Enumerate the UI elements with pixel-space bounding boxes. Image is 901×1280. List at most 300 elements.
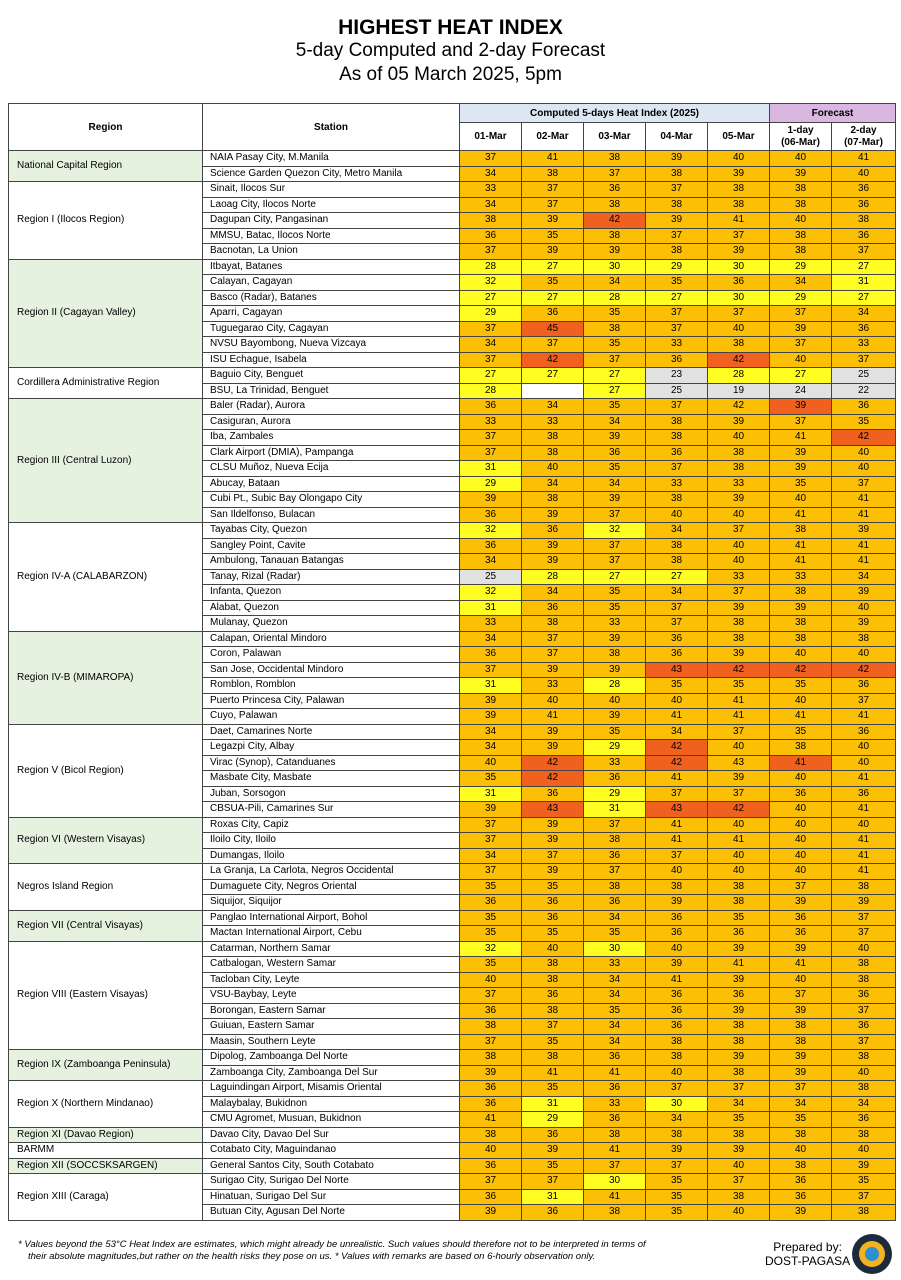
forecast-cell: 39 — [770, 166, 832, 182]
forecast-cell: 40 — [770, 151, 832, 167]
heat-index-cell: 35 — [522, 1158, 584, 1174]
heat-index-cell: 36 — [584, 1050, 646, 1066]
station-cell: Sinait, Ilocos Sur — [203, 182, 460, 198]
heat-index-cell: 38 — [646, 166, 708, 182]
heat-index-cell: 37 — [522, 1019, 584, 1035]
heat-index-cell: 33 — [522, 414, 584, 430]
forecast-cell: 37 — [832, 1034, 896, 1050]
heat-index-cell: 36 — [460, 1158, 522, 1174]
heat-index-cell: 34 — [460, 554, 522, 570]
heat-index-cell: 36 — [584, 771, 646, 787]
station-cell: Hinatuan, Surigao Del Sur — [203, 1189, 460, 1205]
heat-index-cell: 35 — [584, 306, 646, 322]
heat-index-cell: 36 — [646, 926, 708, 942]
heat-index-cell: 40 — [646, 507, 708, 523]
heat-index-cell: 40 — [522, 693, 584, 709]
pagasa-logo-icon — [852, 1234, 892, 1274]
station-cell: Masbate City, Masbate — [203, 771, 460, 787]
forecast-cell: 34 — [770, 275, 832, 291]
forecast-cell: 37 — [832, 1003, 896, 1019]
heat-index-cell: 35 — [646, 1205, 708, 1221]
heat-index-cell: 31 — [460, 461, 522, 477]
footnote-line: * Values beyond the 53°C Heat Index are estimates, which might already be unrealistic. Such values should therefore not to be interpreted in terms of — [18, 1239, 646, 1250]
heat-index-cell: 37 — [584, 352, 646, 368]
forecast-cell: 27 — [832, 290, 896, 306]
heat-index-cell: 40 — [708, 538, 770, 554]
heat-index-cell: 33 — [584, 1096, 646, 1112]
heat-index-cell: 40 — [708, 321, 770, 337]
forecast-cell: 35 — [770, 678, 832, 694]
heat-index-cell: 37 — [460, 151, 522, 167]
heat-index-cell: 35 — [522, 926, 584, 942]
forecast-day2-date: (07-Mar) — [844, 136, 883, 148]
table-row — [9, 1050, 896, 1066]
forecast-cell: 37 — [832, 244, 896, 260]
heat-index-cell: 36 — [460, 399, 522, 415]
heat-index-cell: 36 — [522, 1127, 584, 1143]
forecast-cell: 42 — [770, 662, 832, 678]
heat-index-cell: 35 — [584, 585, 646, 601]
heat-index-cell: 38 — [708, 182, 770, 198]
forecast-cell: 29 — [770, 259, 832, 275]
heat-index-cell: 45 — [522, 321, 584, 337]
forecast-cell: 40 — [832, 740, 896, 756]
heat-index-cell: 42 — [522, 352, 584, 368]
date-header: 03-Mar — [584, 123, 646, 151]
forecast-cell: 38 — [832, 213, 896, 229]
forecast-cell: 41 — [770, 755, 832, 771]
heat-index-cell: 37 — [584, 554, 646, 570]
heat-index-cell: 34 — [460, 166, 522, 182]
heat-index-cell: 39 — [522, 817, 584, 833]
forecast-cell: 40 — [770, 213, 832, 229]
station-cell: Ambulong, Tanauan Batangas — [203, 554, 460, 570]
heat-index-cell: 36 — [646, 352, 708, 368]
forecast-cell: 33 — [770, 569, 832, 585]
heat-index-cell: 38 — [646, 1050, 708, 1066]
heat-index-cell: 37 — [584, 538, 646, 554]
forecast-cell: 41 — [770, 709, 832, 725]
forecast-cell: 27 — [832, 259, 896, 275]
heat-index-cell: 28 — [522, 569, 584, 585]
heat-index-cell: 38 — [584, 879, 646, 895]
heat-index-cell: 33 — [646, 476, 708, 492]
heat-index-cell: 27 — [584, 569, 646, 585]
heat-index-cell: 38 — [584, 228, 646, 244]
heat-index-cell: 33 — [708, 476, 770, 492]
heat-index-cell: 42 — [708, 399, 770, 415]
heat-index-cell: 39 — [522, 740, 584, 756]
heat-index-cell: 37 — [646, 616, 708, 632]
heat-index-cell: 38 — [460, 1127, 522, 1143]
heat-index-cell: 38 — [708, 197, 770, 213]
heat-index-cell: 33 — [646, 337, 708, 353]
heat-index-cell: 33 — [708, 569, 770, 585]
heat-index-cell: 38 — [708, 1127, 770, 1143]
heat-index-cell: 36 — [460, 1189, 522, 1205]
heat-index-cell: 37 — [708, 228, 770, 244]
forecast-cell: 37 — [832, 352, 896, 368]
forecast-day1-header — [770, 123, 832, 151]
forecast-cell: 37 — [770, 879, 832, 895]
heat-index-cell: 34 — [460, 848, 522, 864]
forecast-cell: 41 — [832, 709, 896, 725]
forecast-cell: 39 — [770, 399, 832, 415]
station-cell: Cotabato City, Maguindanao — [203, 1143, 460, 1159]
forecast-cell: 37 — [770, 1081, 832, 1097]
forecast-cell: 40 — [832, 941, 896, 957]
heat-index-cell: 39 — [522, 833, 584, 849]
forecast-cell: 38 — [770, 585, 832, 601]
heat-index-cell: 38 — [646, 244, 708, 260]
heat-index-cell: 36 — [584, 182, 646, 198]
station-cell: Laguindingan Airport, Misamis Oriental — [203, 1081, 460, 1097]
heat-index-cell: 29 — [584, 786, 646, 802]
forecast-cell: 39 — [832, 616, 896, 632]
heat-index-cell: 39 — [708, 941, 770, 957]
forecast-cell: 40 — [832, 1065, 896, 1081]
heat-index-cell: 39 — [522, 662, 584, 678]
heat-index-cell: 39 — [708, 1003, 770, 1019]
heat-index-cell: 42 — [708, 802, 770, 818]
forecast-cell: 38 — [832, 972, 896, 988]
region-cell: BARMM — [9, 1143, 203, 1159]
heat-index-cell: 36 — [584, 848, 646, 864]
heat-index-cell: 43 — [708, 755, 770, 771]
station-cell: Baguio City, Benguet — [203, 368, 460, 384]
station-cell: Calapan, Oriental Mindoro — [203, 631, 460, 647]
forecast-cell: 38 — [770, 1127, 832, 1143]
forecast-cell: 38 — [770, 197, 832, 213]
station-cell: Daet, Camarines Norte — [203, 724, 460, 740]
forecast-cell: 40 — [832, 817, 896, 833]
station-cell: Panglao International Airport, Bohol — [203, 910, 460, 926]
station-cell: Butuan City, Agusan Del Norte — [203, 1205, 460, 1221]
heat-index-cell: 40 — [708, 848, 770, 864]
forecast-cell: 38 — [770, 1034, 832, 1050]
forecast-cell: 41 — [832, 492, 896, 508]
heat-index-cell: 36 — [460, 538, 522, 554]
heat-index-cell: 40 — [708, 507, 770, 523]
station-cell: San Ildelfonso, Bulacan — [203, 507, 460, 523]
heat-index-cell: 27 — [522, 259, 584, 275]
station-cell: Sangley Point, Cavite — [203, 538, 460, 554]
forecast-cell: 40 — [832, 600, 896, 616]
forecast-cell: 39 — [770, 1003, 832, 1019]
column-header-station: Station — [203, 104, 460, 151]
table-row — [9, 182, 896, 198]
region-cell: Region VI (Western Visayas) — [9, 817, 203, 864]
station-cell: Mactan International Airport, Cebu — [203, 926, 460, 942]
heat-index-cell: 33 — [522, 678, 584, 694]
forecast-cell: 38 — [770, 523, 832, 539]
forecast-cell: 40 — [770, 817, 832, 833]
heat-index-cell: 39 — [708, 166, 770, 182]
forecast-cell: 38 — [770, 1158, 832, 1174]
heat-index-cell: 37 — [584, 507, 646, 523]
station-cell: Itbayat, Batanes — [203, 259, 460, 275]
heat-index-cell: 30 — [708, 259, 770, 275]
forecast-cell: 41 — [770, 538, 832, 554]
heat-index-cell: 39 — [460, 802, 522, 818]
forecast-cell: 37 — [832, 910, 896, 926]
heat-index-cell: 37 — [460, 321, 522, 337]
heat-index-cell: 34 — [460, 740, 522, 756]
heat-index-cell: 33 — [584, 755, 646, 771]
heat-index-cell: 40 — [708, 1205, 770, 1221]
station-cell: Zamboanga City, Zamboanga Del Sur — [203, 1065, 460, 1081]
heat-index-cell: 37 — [460, 817, 522, 833]
forecast-day1-date: (06-Mar) — [781, 136, 820, 148]
heat-index-cell: 37 — [522, 197, 584, 213]
heat-index-cell: 27 — [584, 368, 646, 384]
heat-index-cell: 38 — [522, 957, 584, 973]
forecast-cell: 40 — [832, 647, 896, 663]
heat-index-cell: 35 — [584, 461, 646, 477]
forecast-cell: 37 — [832, 926, 896, 942]
heat-index-cell: 34 — [522, 585, 584, 601]
heat-index-cell: 37 — [460, 352, 522, 368]
station-cell: Dipolog, Zamboanga Del Norte — [203, 1050, 460, 1066]
forecast-header: Forecast — [770, 104, 896, 123]
heat-index-cell: 40 — [646, 864, 708, 880]
heat-index-cell: 37 — [584, 817, 646, 833]
heat-index-cell: 28 — [460, 383, 522, 399]
forecast-cell: 36 — [832, 321, 896, 337]
heat-index-cell: 38 — [708, 895, 770, 911]
heat-index-cell: 39 — [460, 492, 522, 508]
station-cell: NVSU Bayombong, Nueva Vizcaya — [203, 337, 460, 353]
heat-index-cell: 36 — [646, 910, 708, 926]
heat-index-cell: 35 — [522, 1034, 584, 1050]
heat-index-cell: 38 — [584, 1127, 646, 1143]
heat-index-cell: 39 — [522, 507, 584, 523]
forecast-cell: 36 — [832, 988, 896, 1004]
forecast-cell: 40 — [770, 864, 832, 880]
forecast-cell: 41 — [832, 848, 896, 864]
heat-index-cell: 37 — [646, 1081, 708, 1097]
heat-index-cell: 36 — [522, 910, 584, 926]
heat-index-cell: 39 — [708, 647, 770, 663]
heat-index-cell: 29 — [646, 259, 708, 275]
heat-index-cell: 38 — [584, 1205, 646, 1221]
station-cell: Legazpi City, Albay — [203, 740, 460, 756]
forecast-cell: 40 — [770, 848, 832, 864]
heat-index-cell: 28 — [460, 259, 522, 275]
station-cell: Tanay, Rizal (Radar) — [203, 569, 460, 585]
station-cell: NAIA Pasay City, M.Manila — [203, 151, 460, 167]
forecast-cell: 40 — [770, 771, 832, 787]
prepared-by — [765, 1240, 850, 1268]
station-cell: General Santos City, South Cotabato — [203, 1158, 460, 1174]
heat-index-cell: 37 — [460, 244, 522, 260]
forecast-cell: 38 — [770, 616, 832, 632]
heat-index-cell: 38 — [584, 151, 646, 167]
forecast-day1-label: 1-day — [787, 124, 814, 136]
forecast-cell: 40 — [770, 802, 832, 818]
forecast-cell: 40 — [770, 693, 832, 709]
heat-index-cell: 39 — [708, 1143, 770, 1159]
station-cell: Tacloban City, Leyte — [203, 972, 460, 988]
heat-index-cell: 30 — [584, 941, 646, 957]
heat-index-cell: 38 — [460, 1019, 522, 1035]
forecast-cell: 38 — [832, 879, 896, 895]
table-row — [9, 1158, 896, 1174]
forecast-day2-label: 2-day — [850, 124, 877, 136]
heat-index-cell: 29 — [584, 740, 646, 756]
date-header: 01-Mar — [460, 123, 522, 151]
heat-index-cell: 39 — [522, 1143, 584, 1159]
heat-index-cell: 30 — [584, 259, 646, 275]
forecast-cell: 38 — [770, 1019, 832, 1035]
station-cell: Casiguran, Aurora — [203, 414, 460, 430]
forecast-cell: 40 — [832, 445, 896, 461]
heat-index-cell: 39 — [522, 554, 584, 570]
forecast-cell: 41 — [770, 554, 832, 570]
heat-index-cell: 34 — [646, 585, 708, 601]
heat-index-cell: 19 — [708, 383, 770, 399]
forecast-cell: 35 — [770, 724, 832, 740]
station-cell: Abucay, Bataan — [203, 476, 460, 492]
region-cell: Negros Island Region — [9, 864, 203, 911]
heat-index-cell: 36 — [708, 926, 770, 942]
heat-index-cell: 30 — [646, 1096, 708, 1112]
heat-index-cell: 43 — [522, 802, 584, 818]
heat-index-cell: 40 — [646, 693, 708, 709]
station-cell: Dumangas, Iloilo — [203, 848, 460, 864]
station-cell: ISU Echague, Isabela — [203, 352, 460, 368]
forecast-cell: 40 — [832, 1143, 896, 1159]
heat-index-cell: 38 — [584, 321, 646, 337]
station-cell: CMU Agromet, Musuan, Bukidnon — [203, 1112, 460, 1128]
table-row — [9, 724, 896, 740]
heat-index-cell: 42 — [522, 771, 584, 787]
heat-index-cell: 38 — [522, 1003, 584, 1019]
forecast-cell: 39 — [770, 1065, 832, 1081]
heat-index-cell: 30 — [708, 290, 770, 306]
forecast-cell: 41 — [832, 802, 896, 818]
forecast-cell: 40 — [770, 972, 832, 988]
heat-index-cell: 36 — [522, 988, 584, 1004]
heat-index-cell: 37 — [646, 461, 708, 477]
heat-index-cell: 33 — [460, 182, 522, 198]
forecast-cell: 35 — [770, 1112, 832, 1128]
heat-index-cell: 34 — [522, 476, 584, 492]
station-cell: CBSUA-Pili, Camarines Sur — [203, 802, 460, 818]
region-cell: Region IV-B (MIMAROPA) — [9, 631, 203, 724]
agency-name: DOST-PAGASA — [765, 1254, 851, 1268]
heat-index-cell: 38 — [708, 461, 770, 477]
heat-index-cell — [522, 383, 584, 399]
forecast-cell: 41 — [832, 507, 896, 523]
station-cell: Clark Airport (DMIA), Pampanga — [203, 445, 460, 461]
region-cell: Region XI (Davao Region) — [9, 1127, 203, 1143]
station-cell: Mulanay, Quezon — [203, 616, 460, 632]
heat-index-cell: 34 — [646, 523, 708, 539]
heat-index-cell: 39 — [708, 244, 770, 260]
heat-index-cell: 42 — [522, 755, 584, 771]
heat-index-cell: 37 — [646, 1158, 708, 1174]
forecast-cell: 37 — [770, 337, 832, 353]
forecast-cell: 40 — [770, 1143, 832, 1159]
region-cell: Region I (Ilocos Region) — [9, 182, 203, 260]
heat-index-cell: 35 — [584, 600, 646, 616]
prepared-by-label: Prepared by: — [773, 1240, 842, 1254]
heat-index-cell: 41 — [708, 213, 770, 229]
heat-index-cell: 36 — [646, 445, 708, 461]
heat-index-cell: 35 — [460, 926, 522, 942]
heat-index-cell: 39 — [646, 213, 708, 229]
heat-index-cell: 38 — [646, 197, 708, 213]
forecast-cell: 39 — [832, 895, 896, 911]
forecast-cell: 39 — [832, 523, 896, 539]
heat-index-cell: 37 — [522, 631, 584, 647]
heat-index-cell: 43 — [646, 802, 708, 818]
heat-index-cell: 39 — [708, 1050, 770, 1066]
forecast-cell: 38 — [832, 631, 896, 647]
forecast-cell: 37 — [770, 306, 832, 322]
heat-index-cell: 38 — [522, 972, 584, 988]
heat-index-cell: 29 — [522, 1112, 584, 1128]
heat-index-cell: 41 — [646, 972, 708, 988]
table-row — [9, 523, 896, 539]
forecast-cell: 41 — [770, 507, 832, 523]
footnote-line: their absolute magnitudes,but rather on the health risks they pose on us. * Values with remarks are based on 6-hourly observation only. — [28, 1251, 596, 1262]
heat-index-cell: 40 — [708, 430, 770, 446]
heat-index-cell: 27 — [584, 383, 646, 399]
page-subtitle: 5-day Computed and 2-day Forecast — [295, 40, 606, 61]
station-cell: MMSU, Batac, Ilocos Norte — [203, 228, 460, 244]
heat-index-cell: 40 — [708, 1158, 770, 1174]
table-row — [9, 1081, 896, 1097]
forecast-cell: 39 — [770, 1050, 832, 1066]
heat-index-cell: 35 — [460, 957, 522, 973]
heat-index-cell: 33 — [584, 957, 646, 973]
forecast-cell: 41 — [832, 554, 896, 570]
heat-index-cell: 40 — [460, 755, 522, 771]
heat-index-cell: 39 — [708, 972, 770, 988]
forecast-cell: 41 — [832, 833, 896, 849]
heat-index-cell: 36 — [522, 786, 584, 802]
heat-index-cell: 41 — [522, 1065, 584, 1081]
heat-index-cell: 37 — [646, 306, 708, 322]
station-cell: Guiuan, Eastern Samar — [203, 1019, 460, 1035]
heat-index-cell: 41 — [522, 151, 584, 167]
heat-index-cell: 31 — [460, 678, 522, 694]
heat-index-cell: 39 — [708, 771, 770, 787]
heat-index-cell: 38 — [708, 1019, 770, 1035]
heat-index-cell: 36 — [522, 895, 584, 911]
table-row — [9, 368, 896, 384]
forecast-cell: 34 — [832, 306, 896, 322]
heat-index-cell: 32 — [584, 523, 646, 539]
station-cell: Coron, Palawan — [203, 647, 460, 663]
forecast-cell: 35 — [832, 1174, 896, 1190]
heat-index-cell: 40 — [460, 972, 522, 988]
forecast-cell: 36 — [770, 1174, 832, 1190]
heat-index-cell: 41 — [646, 771, 708, 787]
heat-index-cell: 34 — [646, 724, 708, 740]
heat-index-cell: 33 — [460, 414, 522, 430]
heat-index-cell: 34 — [584, 972, 646, 988]
heat-index-cell: 29 — [460, 476, 522, 492]
heat-index-cell: 38 — [646, 879, 708, 895]
station-cell: Cuyo, Palawan — [203, 709, 460, 725]
station-cell: Malaybalay, Bukidnon — [203, 1096, 460, 1112]
forecast-cell: 38 — [832, 1050, 896, 1066]
forecast-cell: 33 — [832, 337, 896, 353]
heat-index-cell: 36 — [460, 507, 522, 523]
